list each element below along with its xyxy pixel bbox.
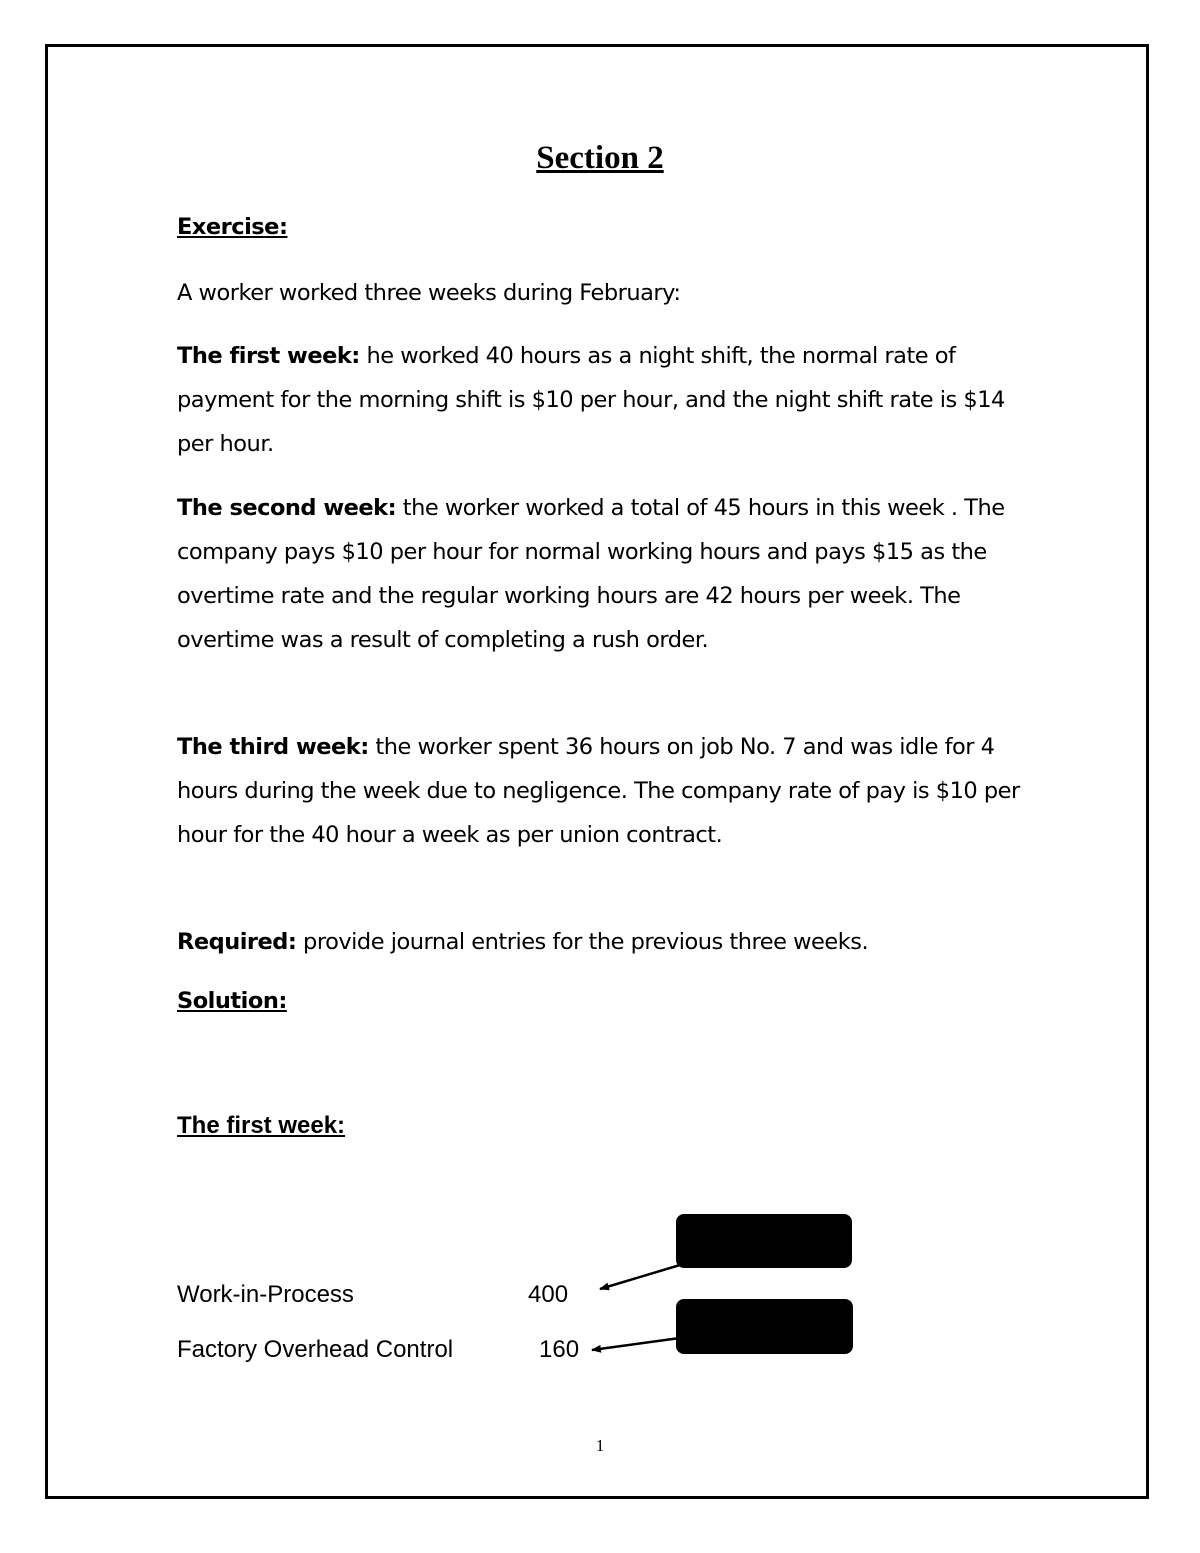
journal-entry-amount: 160 [539, 1336, 580, 1363]
journal-entry-amount: 400 [528, 1281, 569, 1308]
solution-label: Solution: [177, 988, 287, 1014]
required-text: provide journal entries for the previous three weeks. [296, 929, 869, 955]
section-title: Section 2 [536, 140, 664, 176]
arrow-to-overhead-amount [592, 1338, 680, 1350]
week1-text: he worked 40 hours as a night shift, the normal rate of payment for the morning shift is $10 per hour, and the night shift rate is $14 per hour. [177, 343, 1005, 457]
exercise-label: Exercise: [177, 214, 288, 240]
intro-text: A worker worked three weeks during February: [177, 280, 681, 306]
required-lead: Required: [177, 929, 297, 955]
journal-entry-account: Factory Overhead Control [177, 1336, 454, 1363]
week3-text: the worker spent 36 hours on job No. 7 and was idle for 4 hours during the week due to negligence. The company rate of pay is $10 per hour for the 40 hour a week as per union contract. [177, 734, 1020, 848]
week1-lead: The first week: [177, 343, 360, 369]
journal-entry-account: Work-in-Process [177, 1281, 354, 1308]
page-number: 1 [595, 1436, 605, 1455]
arrow-to-wip-amount [600, 1265, 680, 1289]
week2-text: the worker worked a total of 45 hours in this week . The company pays $10 per hour for normal working hours and pays $15 as the overtime rate and the regular working hours are 42 hours per week. The overtime was a result of completing a rush order. [177, 495, 1005, 653]
week3-lead: The third week: [177, 734, 369, 760]
first-week-heading: The first week: [177, 1112, 346, 1139]
week2-lead: The second week: [177, 495, 397, 521]
